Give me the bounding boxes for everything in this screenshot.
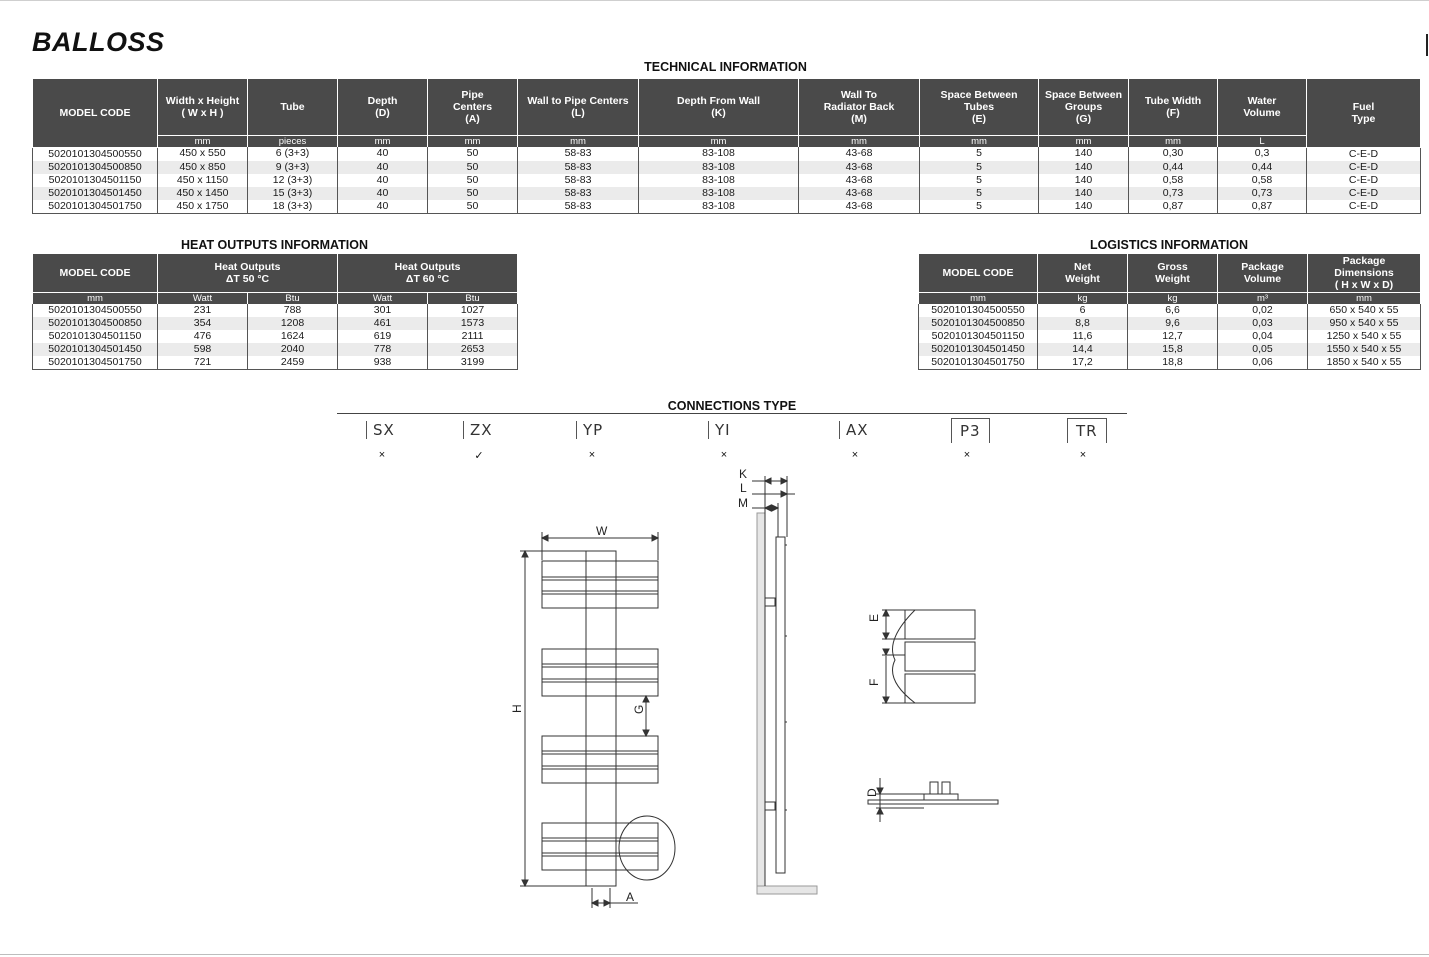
tech-cell: 43-68 <box>799 161 920 174</box>
tech-cell: 50 <box>428 187 518 200</box>
heat-title: HEAT OUTPUTS INFORMATION <box>180 238 369 252</box>
tech-cell: 18 (3+3) <box>248 200 338 214</box>
heat-cell: 5020101304500850 <box>33 317 158 330</box>
tech-cell: 43-68 <box>799 147 920 161</box>
connections-title: CONNECTIONS TYPE <box>667 399 797 413</box>
heat-header-model: MODEL CODE <box>33 254 158 293</box>
heat-cell: 461 <box>338 317 428 330</box>
tech-header-cell: Space Between Tubes (E) <box>920 79 1039 136</box>
connection-type-p3: P3 <box>951 418 990 443</box>
connection-type-yp: YP <box>576 421 609 439</box>
tech-cell: 83-108 <box>639 147 799 161</box>
logistics-header-cell: Package Dimensions ( H x W x D) <box>1308 254 1421 293</box>
tech-cell: 40 <box>338 200 428 214</box>
tech-cell: 40 <box>338 187 428 200</box>
tech-header-cell: Depth (D) <box>338 79 428 136</box>
tech-unit-cell: mm <box>338 136 428 148</box>
tech-header-cell: Tube <box>248 79 338 136</box>
tech-unit-cell: mm <box>639 136 799 148</box>
heat-cell: 301 <box>338 304 428 317</box>
brand-title: BALLOSS <box>32 27 165 57</box>
logistics-title: LOGISTICS INFORMATION <box>1089 238 1249 252</box>
logistics-cell: 1250 x 540 x 55 <box>1308 330 1421 343</box>
logistics-cell: 5020101304501150 <box>919 330 1038 343</box>
logistics-header-cell: MODEL CODE <box>919 254 1038 293</box>
tech-cell: C-E-D <box>1307 200 1421 214</box>
tech-cell: 450 x 1750 <box>158 200 248 214</box>
heat-cell: 3199 <box>428 356 518 370</box>
logistics-cell: 8,8 <box>1038 317 1128 330</box>
connection-status-icon: × <box>1079 449 1087 461</box>
tech-cell: 5 <box>920 200 1039 214</box>
tech-cell: 43-68 <box>799 174 920 187</box>
tech-cell: 15 (3+3) <box>248 187 338 200</box>
label-w: W <box>596 524 608 538</box>
logistics-header-cell: Net Weight <box>1038 254 1128 293</box>
logistics-unit-cell: mm <box>919 293 1038 305</box>
tech-cell: 9 (3+3) <box>248 161 338 174</box>
tech-cell: 5020101304501450 <box>33 187 158 200</box>
logistics-header-cell: Package Volume <box>1218 254 1308 293</box>
heat-cell: 1208 <box>248 317 338 330</box>
logistics-cell: 12,7 <box>1128 330 1218 343</box>
tech-cell: 450 x 850 <box>158 161 248 174</box>
logistics-unit-cell: kg <box>1038 293 1128 305</box>
tech-cell: 83-108 <box>639 161 799 174</box>
connection-status-icon: × <box>963 449 971 461</box>
tech-cell: 83-108 <box>639 174 799 187</box>
connection-type-zx: ZX <box>463 421 499 439</box>
tech-cell: 5020101304500550 <box>33 147 158 161</box>
tech-cell: 0,73 <box>1129 187 1218 200</box>
heat-cell: 778 <box>338 343 428 356</box>
label-e: E <box>867 613 881 622</box>
label-a: A <box>626 890 635 904</box>
heat-unit-cell: Btu <box>428 293 518 305</box>
front-view <box>520 532 675 908</box>
tech-unit-cell: mm <box>920 136 1039 148</box>
tech-cell: 450 x 550 <box>158 147 248 161</box>
tech-cell: 5020101304501750 <box>33 200 158 214</box>
heat-cell: 476 <box>158 330 248 343</box>
tech-header-cell: Tube Width (F) <box>1129 79 1218 136</box>
tech-cell: 43-68 <box>799 187 920 200</box>
logistics-cell: 18,8 <box>1128 356 1218 370</box>
label-k: K <box>739 467 748 481</box>
tech-cell: C-E-D <box>1307 174 1421 187</box>
tech-cell: 5 <box>920 187 1039 200</box>
heat-cell: 1027 <box>428 304 518 317</box>
heat-unit-cell: Watt <box>338 293 428 305</box>
logistics-cell: 5020101304500550 <box>919 304 1038 317</box>
label-l: L <box>740 481 747 495</box>
logistics-cell: 0,06 <box>1218 356 1308 370</box>
depth-detail <box>868 778 998 822</box>
tech-cell: 58-83 <box>518 200 639 214</box>
heat-cell: 598 <box>158 343 248 356</box>
heat-cell: 1624 <box>248 330 338 343</box>
tech-cell: 58-83 <box>518 174 639 187</box>
tech-cell: 58-83 <box>518 161 639 174</box>
connection-status-icon: ✓ <box>474 450 484 462</box>
logistics-cell: 6,6 <box>1128 304 1218 317</box>
heat-cell: 2459 <box>248 356 338 370</box>
tech-cell: 5 <box>920 147 1039 161</box>
tech-cell: 140 <box>1039 147 1129 161</box>
tech-header-cell: MODEL CODE <box>33 79 158 148</box>
tech-cell: 0,87 <box>1218 200 1307 214</box>
tech-cell: 0,3 <box>1218 147 1307 161</box>
tech-cell: 40 <box>338 174 428 187</box>
tube-detail <box>882 610 975 703</box>
logistics-cell: 0,03 <box>1218 317 1308 330</box>
heat-cell: 2653 <box>428 343 518 356</box>
side-view <box>752 476 817 894</box>
logistics-cell: 650 x 540 x 55 <box>1308 304 1421 317</box>
logistics-cell: 5020101304501450 <box>919 343 1038 356</box>
logistics-unit-cell: m³ <box>1218 293 1308 305</box>
tech-cell: 5020101304500850 <box>33 161 158 174</box>
heat-cell: 5020101304501150 <box>33 330 158 343</box>
tech-cell: 0,87 <box>1129 200 1218 214</box>
tech-cell: 5 <box>920 161 1039 174</box>
connection-type-tr: TR <box>1067 418 1107 443</box>
logistics-cell: 9,6 <box>1128 317 1218 330</box>
logistics-cell: 17,2 <box>1038 356 1128 370</box>
tech-cell: 0,58 <box>1218 174 1307 187</box>
tech-cell: 140 <box>1039 174 1129 187</box>
heat-cell: 2040 <box>248 343 338 356</box>
heat-cell: 1573 <box>428 317 518 330</box>
tech-cell: 58-83 <box>518 187 639 200</box>
tech-cell: C-E-D <box>1307 187 1421 200</box>
tech-cell: 6 (3+3) <box>248 147 338 161</box>
tech-header-cell: Fuel Type <box>1307 79 1421 148</box>
heat-cell: 5020101304501450 <box>33 343 158 356</box>
tech-cell: 12 (3+3) <box>248 174 338 187</box>
label-m: M <box>738 496 748 510</box>
tech-unit-cell: mm <box>1129 136 1218 148</box>
heat-cell: 354 <box>158 317 248 330</box>
logistics-unit-cell: mm <box>1308 293 1421 305</box>
logistics-cell: 15,8 <box>1128 343 1218 356</box>
connection-status-icon: × <box>720 449 728 461</box>
heat-cell: 231 <box>158 304 248 317</box>
connection-type-yi: YI <box>708 421 737 439</box>
logistics-cell: 1550 x 540 x 55 <box>1308 343 1421 356</box>
tech-cell: C-E-D <box>1307 161 1421 174</box>
tech-cell: 83-108 <box>639 187 799 200</box>
tech-cell: 0,44 <box>1129 161 1218 174</box>
tech-header-cell: Wall To Radiator Back (M) <box>799 79 920 136</box>
logistics-cell: 0,02 <box>1218 304 1308 317</box>
logistics-cell: 11,6 <box>1038 330 1128 343</box>
tech-cell: 83-108 <box>639 200 799 214</box>
tech-cell: 0,30 <box>1129 147 1218 161</box>
tech-unit-cell: mm <box>158 136 248 148</box>
connection-status-icon: × <box>851 449 859 461</box>
tech-unit-cell: mm <box>1039 136 1129 148</box>
tech-cell: 43-68 <box>799 200 920 214</box>
tech-cell: 0,73 <box>1218 187 1307 200</box>
tech-header-cell: Space Between Groups (G) <box>1039 79 1129 136</box>
heat-header-dt50: Heat Outputs ΔT 50 °C <box>158 254 338 293</box>
logistics-header-cell: Gross Weight <box>1128 254 1218 293</box>
heat-cell: 619 <box>338 330 428 343</box>
label-d: D <box>865 788 879 797</box>
tech-cell: C-E-D <box>1307 147 1421 161</box>
heat-cell: 788 <box>248 304 338 317</box>
tech-cell: 5 <box>920 174 1039 187</box>
heat-header-dt60: Heat Outputs ΔT 60 °C <box>338 254 518 293</box>
tech-cell: 40 <box>338 147 428 161</box>
tech-cell: 5020101304501150 <box>33 174 158 187</box>
connection-type-ax: AX <box>839 421 875 439</box>
heat-cell: 938 <box>338 356 428 370</box>
heat-cell: 5020101304500550 <box>33 304 158 317</box>
tech-unit-cell: mm <box>428 136 518 148</box>
tech-header-cell: Depth From Wall (K) <box>639 79 799 136</box>
tech-cell: 50 <box>428 200 518 214</box>
logistics-cell: 1850 x 540 x 55 <box>1308 356 1421 370</box>
tech-cell: 140 <box>1039 200 1129 214</box>
tech-cell: 50 <box>428 174 518 187</box>
tech-cell: 0,58 <box>1129 174 1218 187</box>
logistics-cell: 0,05 <box>1218 343 1308 356</box>
logistics-cell: 6 <box>1038 304 1128 317</box>
heat-cell: 2111 <box>428 330 518 343</box>
heat-cell: 5020101304501750 <box>33 356 158 370</box>
logistics-cell: 14,4 <box>1038 343 1128 356</box>
tech-cell: 0,44 <box>1218 161 1307 174</box>
connection-type-sx: SX <box>366 421 401 439</box>
bottom-rule <box>0 954 1429 955</box>
connection-status-icon: × <box>378 449 386 461</box>
logistics-cell: 0,04 <box>1218 330 1308 343</box>
label-f: F <box>867 678 881 686</box>
tech-header-cell: Pipe Centers (A) <box>428 79 518 136</box>
technical-title: TECHNICAL INFORMATION <box>644 60 807 74</box>
heat-unit-cell: Btu <box>248 293 338 305</box>
tech-cell: 58-83 <box>518 147 639 161</box>
tech-unit-cell: mm <box>799 136 920 148</box>
label-g: G <box>632 704 646 714</box>
heat-unit-cell: Watt <box>158 293 248 305</box>
logistics-cell: 950 x 540 x 55 <box>1308 317 1421 330</box>
logistics-cell: 5020101304501750 <box>919 356 1038 370</box>
tech-header-cell: Width x Height ( W x H ) <box>158 79 248 136</box>
tech-cell: 140 <box>1039 187 1129 200</box>
tech-cell: 50 <box>428 161 518 174</box>
heat-unit-cell: mm <box>33 293 158 305</box>
tech-unit-cell: L <box>1218 136 1307 148</box>
tech-cell: 450 x 1450 <box>158 187 248 200</box>
tech-cell: 140 <box>1039 161 1129 174</box>
tech-header-cell: Water Volume <box>1218 79 1307 136</box>
heat-cell: 721 <box>158 356 248 370</box>
tech-unit-cell: mm <box>518 136 639 148</box>
tech-cell: 40 <box>338 161 428 174</box>
label-h: H <box>510 704 524 713</box>
tech-unit-cell: pieces <box>248 136 338 148</box>
logistics-cell: 5020101304500850 <box>919 317 1038 330</box>
connection-status-icon: × <box>588 449 596 461</box>
tech-cell: 50 <box>428 147 518 161</box>
tech-cell: 450 x 1150 <box>158 174 248 187</box>
tech-header-cell: Wall to Pipe Centers (L) <box>518 79 639 136</box>
logistics-unit-cell: kg <box>1128 293 1218 305</box>
